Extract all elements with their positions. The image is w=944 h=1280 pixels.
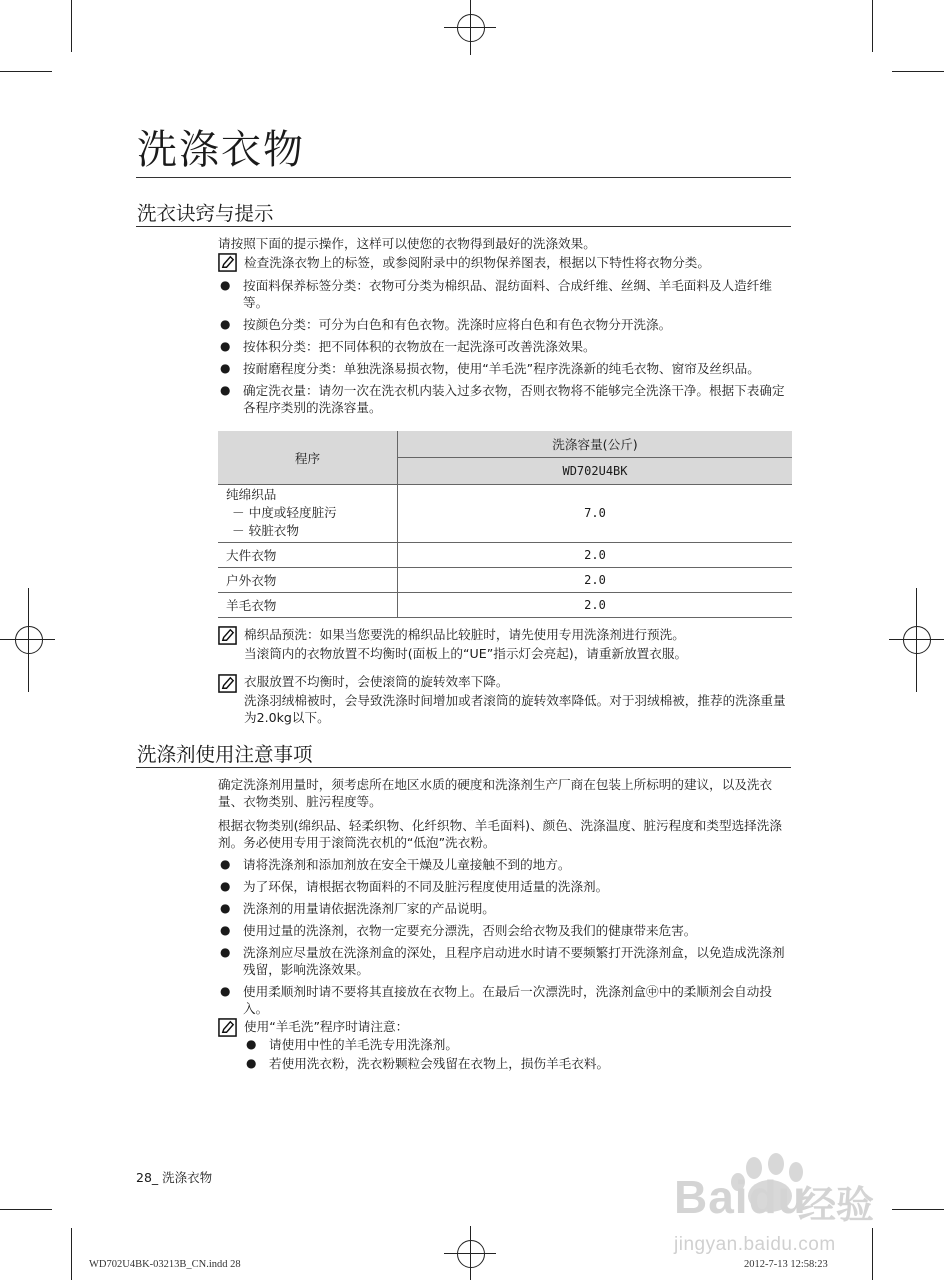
table-row: [218, 592, 792, 617]
page-number: 28_ 洗涤衣物: [136, 1170, 213, 1185]
row-capacity: 2.0: [398, 592, 793, 617]
list-item: ● 按面料保养标签分类：衣物可分类为棉织品、混纺面料、合成纤维、丝绸、羊毛面料及人造纤维等。: [220, 278, 772, 310]
note-icon: [218, 1018, 237, 1037]
row-capacity: 2.0: [398, 542, 793, 567]
wool-note-title: 使用“羊毛洗”程序时请注意：: [244, 1019, 409, 1034]
section-divider: [136, 226, 791, 227]
row-capacity: 7.0: [398, 484, 793, 542]
table-row: [218, 567, 792, 592]
note-icon: [218, 674, 237, 693]
list-item: ● 使用柔顺剂时请不要将其直接放在衣物上。在最后一次漂洗时，洗涤剂盒㊥中的柔顺剂会自动投入。: [220, 984, 772, 1016]
section-divider: [136, 767, 791, 768]
wool-note-list: [244, 1036, 792, 1074]
sorting-list: [218, 277, 793, 421]
list-item: ● 洗涤剂应尽量放在洗涤剂盒的深处，且程序启动进水时请不要频繁打开洗涤剂盒，以免造成洗涤剂残留，影响洗涤效果。: [220, 945, 785, 977]
list-item: ● 按耐磨程度分类：单独洗涤易损衣物，使用“羊毛洗”程序洗涤新的纯毛衣物、窗帘及丝织品。: [220, 361, 760, 376]
list-item: ● 使用过量的洗涤剂，衣物一定要充分漂洗，否则会给衣物及我们的健康带来危害。: [220, 923, 697, 938]
header-model: WD702U4BK: [398, 457, 793, 484]
intro-text: 请按照下面的提示操作，这样可以使您的衣物得到最好的洗涤效果。: [218, 236, 596, 251]
note-icon: [218, 626, 237, 645]
row-program: 大件衣物: [218, 542, 398, 567]
row-program: 羊毛衣物: [218, 592, 398, 617]
watermark-brand: Baidu: [674, 1171, 807, 1223]
detergent-list: [218, 856, 793, 1022]
section-heading-tips: 洗衣诀窍与提示: [137, 202, 274, 225]
row-program: 纯绵织品 － 中度或轻度脏污 － 较脏衣物: [218, 484, 398, 542]
list-item: ● 为了环保，请根据衣物面料的不同及脏污程度使用适量的洗涤剂。: [220, 879, 609, 894]
duvet-note: 洗涤羽绒棉被时，会导致洗涤时间增加或者滚筒的旋转效率降低。对于羽绒棉被，推荐的洗涤重量为2.0kg以下。: [244, 693, 786, 725]
watermark-cn: 经验: [798, 1183, 875, 1227]
list-item: ● 确定洗衣量：请勿一次在洗衣机内装入过多衣物，否则衣物将不能够完全洗涤干净。根据下表确定各程序类别的洗涤容量。: [220, 383, 785, 415]
detergent-para1: 确定洗涤剂用量时，须考虑所在地区水质的硬度和洗涤剂生产厂商在包装上所标明的建议，以及洗衣量、衣物类别、脏污程度等。: [218, 777, 773, 809]
table-row: [218, 484, 792, 542]
list-item: ● 按体积分类：把不同体积的衣物放在一起洗涤可改善洗涤效果。: [220, 339, 596, 354]
watermark-url: jingyan.baidu.com: [674, 1234, 836, 1255]
prewash-note: 棉织品预洗：如果当您要洗的棉织品比较脏时，请先使用专用洗涤剂进行预洗。: [244, 627, 685, 642]
row-program: 户外衣物: [218, 567, 398, 592]
capacity-table: [218, 431, 792, 618]
title-divider: [136, 177, 791, 178]
list-item: ● 洗涤剂的用量请依据洗涤剂厂家的产品说明。: [220, 901, 495, 916]
unbalance-note: 当滚筒内的衣物放置不均衡时(面板上的“UE”指示灯会亮起)，请重新放置衣服。: [244, 646, 688, 661]
list-item: ● 请将洗涤剂和添加剂放在安全干燥及儿童接触不到的地方。: [220, 857, 571, 872]
baidu-watermark: [668, 1150, 908, 1260]
detergent-para2: 根据衣物类别(绵织品、轻柔织物、化纤织物、羊毛面料)、颜色、洗涤温度、脏污程度和类型选择洗涤剂。务必使用专用于滚筒洗衣机的“低泡”洗衣粉。: [218, 818, 782, 850]
header-capacity: 洗涤容量(公斤): [398, 431, 793, 457]
list-item: ● 若使用洗衣粉，洗衣粉颗粒会残留在衣物上，损伤羊毛衣料。: [246, 1056, 610, 1071]
section-heading-detergent: 洗涤剂使用注意事项: [137, 743, 313, 766]
header-program: 程序: [218, 431, 398, 484]
list-item: ● 请使用中性的羊毛洗专用洗涤剂。: [246, 1037, 458, 1052]
table-row: [218, 542, 792, 567]
spin-note: 衣服放置不均衡时，会使滚筒的旋转效率下降。: [244, 674, 509, 689]
list-item: ● 按颜色分类：可分为白色和有色衣物。洗涤时应将白色和有色衣物分开洗涤。: [220, 317, 672, 332]
note-icon: [218, 253, 237, 272]
print-slug-file: WD702U4BK-03213B_CN.indd 28: [89, 1259, 241, 1270]
print-slug-date: 2012-7-13 12:58:23: [744, 1259, 828, 1270]
sort-note: 检查洗涤衣物上的标签，或参阅附录中的织物保养图表，根据以下特性将衣物分类。: [244, 255, 710, 270]
table-header-row: [218, 431, 792, 457]
page-title: 洗涤衣物: [137, 127, 305, 173]
row-capacity: 2.0: [398, 567, 793, 592]
